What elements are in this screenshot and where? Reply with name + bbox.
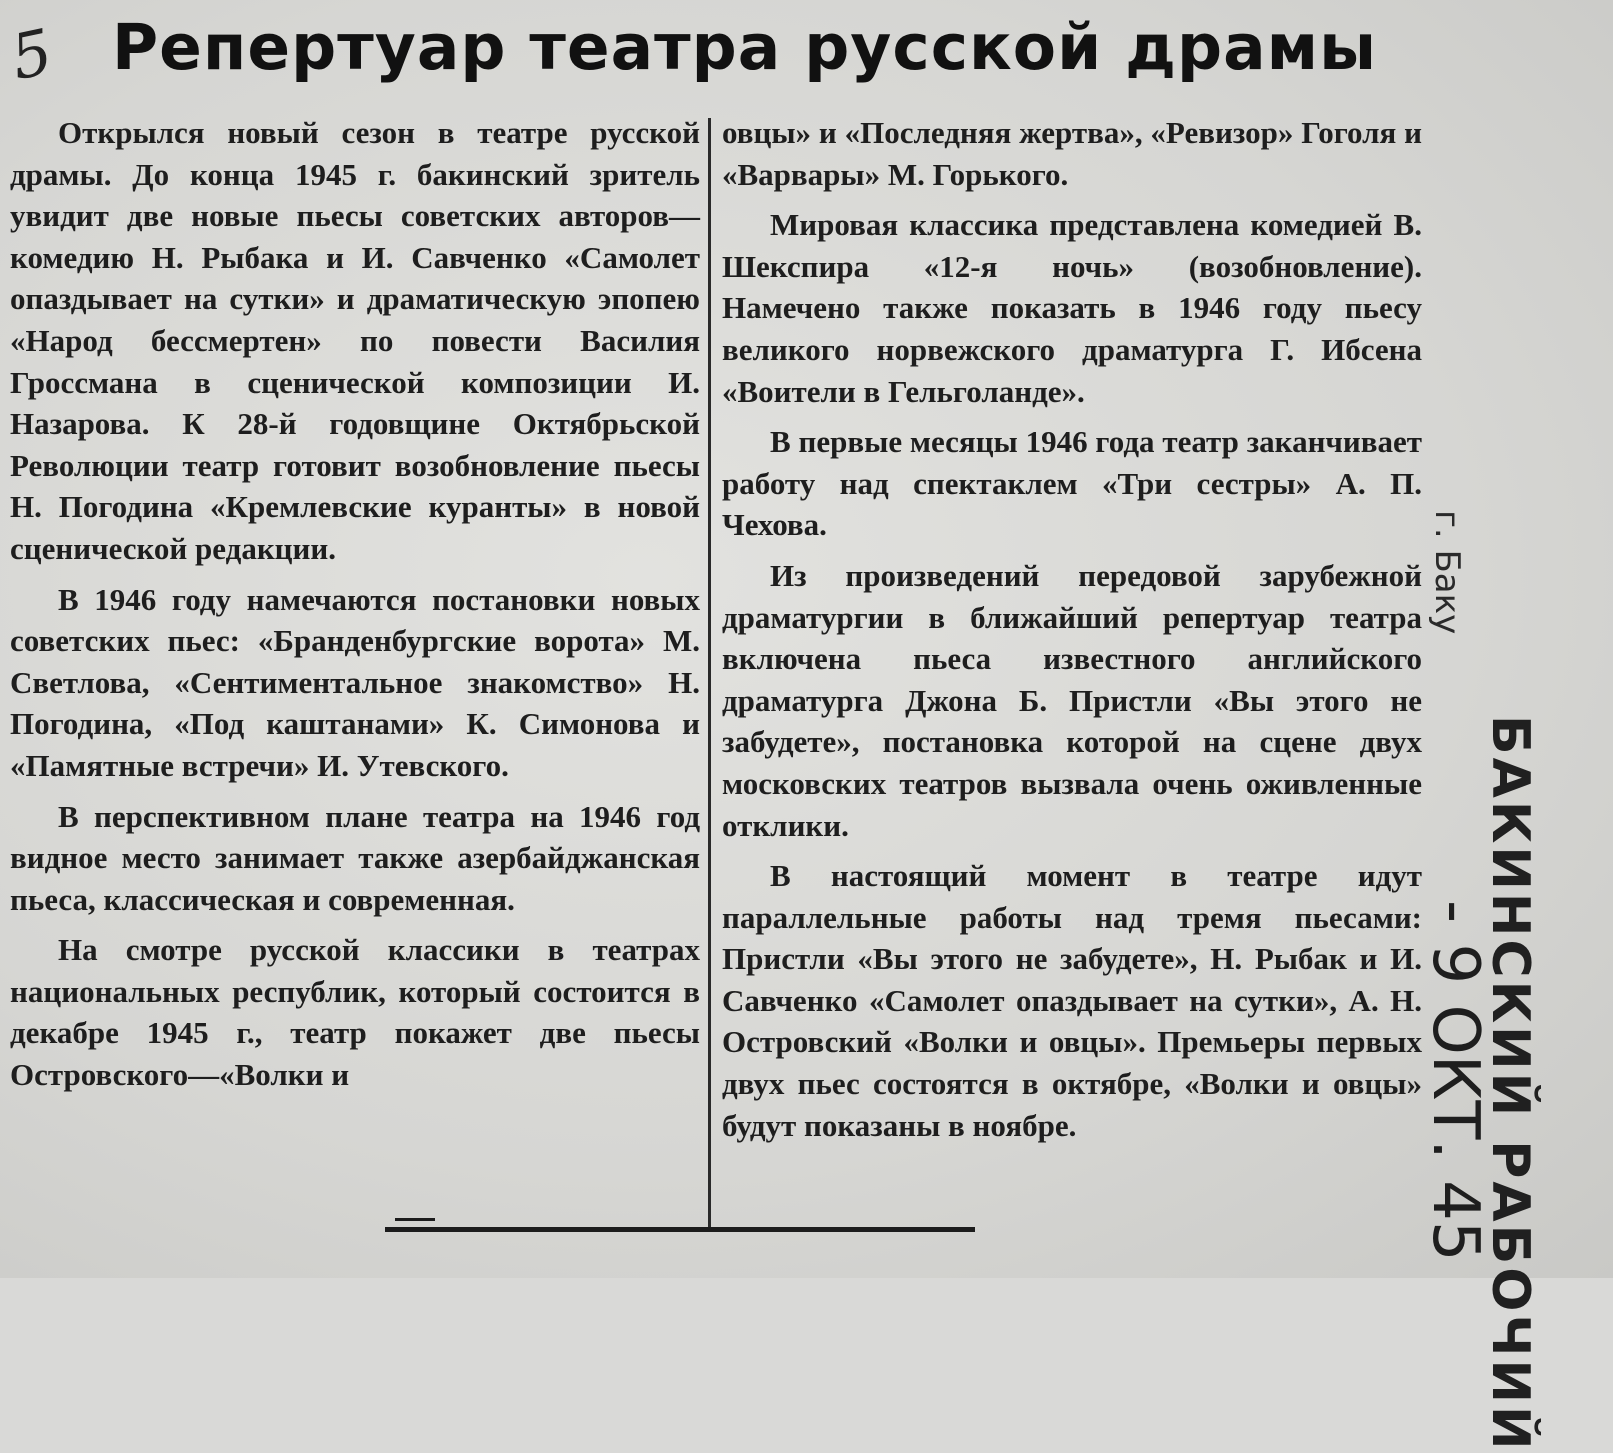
article-paragraph-continued: овцы» и «Последняя жертва», «Ревизор» Гоголя и «Варвары» М. Горького. — [722, 115, 1422, 192]
closing-rule — [385, 1227, 975, 1232]
archive-stamp — [1418, 175, 1603, 1453]
bottom-dash — [395, 1218, 435, 1221]
article-paragraph: Открылся новый сезон в театре русской драмы. До конца 1945 г. бакинский зритель увидит две новые пьесы советских авторов—комедию Н. Рыбака и И. Савченко «Самолет опаздывает на сутки» и драматическую эпопею «Народ бессмертен» по повести Василия Гроссмана в сценической композиции И. Назарова. К 28-й годовщине Октябрьской Революции театр готовит возобновление пьесы Н. Погодина «Кремлевские куранты» в новой сценической редакции. — [10, 115, 700, 566]
article-column-left — [10, 112, 700, 1105]
stamp-date: - 9 ОКТ. 45 — [1418, 900, 1492, 1262]
stamp-newspaper-title: БАКИНСКИЙ РАБОЧИЙ — [1480, 715, 1540, 1453]
article-paragraph: В настоящий момент в театре идут параллельные работы над тремя пьесами: Пристли «Вы этого не забудете», Н. Рыбак и И. Савченко «Самолет опаздывает на сутки», А. Н. Островский «Волки и овцы». Премьеры первых двух пьес состоятся в октябре, «Волки и овцы» будут показаны в ноябре. — [722, 858, 1422, 1143]
article-paragraph: На смотре русской классики в театрах национальных республик, который состоится в декабре 1945 г., театр покажет две пьесы Островского—«Волки и — [10, 932, 700, 1093]
stamp-city: г. Баку — [1427, 510, 1467, 635]
article-headline: Репертуар театра русской драмы — [112, 11, 1378, 84]
article-paragraph: Мировая классика представлена комедией В. Шекспира «12-я ночь» (возобновление). Намечено также показать в 1946 году пьесу великого норвежского драматурга Г. Ибсена «Воители в Гельголанде». — [722, 207, 1422, 409]
article-paragraph: Из произведений передовой зарубежной драматургии в ближайший репертуар театра включена пьеса известного английского драматурга Джона Б. Пристли «Вы этого не забудете», постановка которой на сцене двух московских театров вызвала очень оживленные отклики. — [722, 557, 1422, 843]
article-paragraph: В перспективном плане театра на 1946 год видное место занимает также азербайджанская пьеса, классическая и современная. — [10, 798, 700, 917]
handwritten-page-number: 5 — [4, 14, 59, 95]
article-paragraph: В первые месяцы 1946 года театр заканчивает работу над спектаклем «Три сестры» А. П. Чехова. — [722, 424, 1422, 543]
column-divider — [708, 118, 711, 1228]
article-column-right — [722, 112, 1422, 1155]
article-paragraph: В 1946 году намечаются постановки новых советских пьес: «Бранденбургские ворота» М. Светлова, «Сентиментальное знакомство» Н. Погодина, «Под каштанами» К. Симонова и «Памятные встречи» И. Утевского. — [10, 581, 700, 783]
